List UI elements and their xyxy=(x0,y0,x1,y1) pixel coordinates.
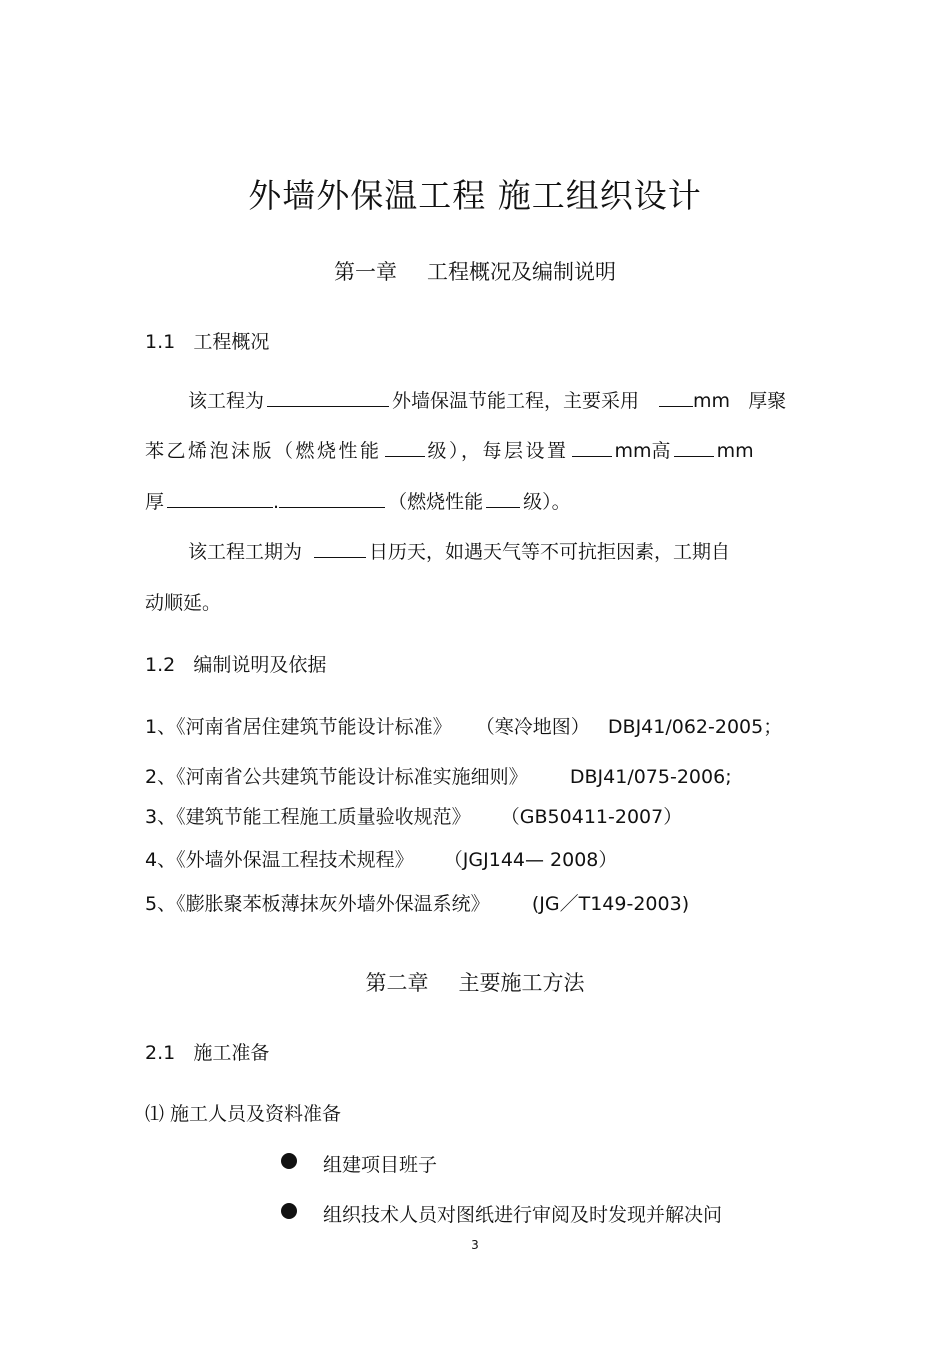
blank-thickness xyxy=(659,388,693,407)
bullet-dot-icon xyxy=(281,1153,297,1169)
para2-line1 xyxy=(188,537,730,564)
reference-item xyxy=(145,889,689,916)
chapter-2-number: 第二章 xyxy=(365,971,429,995)
para1-line3 xyxy=(145,487,571,514)
chapter-1-name: 工程概况及编制说明 xyxy=(427,260,616,284)
bullet-dot-icon xyxy=(281,1203,297,1219)
chapter-2-name: 主要施工方法 xyxy=(458,971,585,995)
para2-text-b: 日历天，如遇天气等不可抗拒因素，工期自 xyxy=(369,541,731,563)
reference-code: （GB50411-2007） xyxy=(500,806,683,828)
blank-thickness-2a xyxy=(167,489,273,508)
chapter-1-number: 第一章 xyxy=(334,260,397,284)
section-2-1-name: 施工准备 xyxy=(193,1042,270,1064)
reference-title: 1、《河南省居住建筑节能设计标准》 xyxy=(145,716,452,738)
reference-code: (JG／T149-2003) xyxy=(531,893,690,915)
chapter-1-heading xyxy=(0,256,950,286)
section-1-2-name: 编制说明及依据 xyxy=(193,654,327,676)
section-1-1-name: 工程概况 xyxy=(193,331,270,353)
blank-fire-grade-1 xyxy=(385,438,425,457)
para2-line2: 动顺延。 xyxy=(145,592,222,614)
para1-line2-text-d: mm xyxy=(716,440,754,462)
reference-title: 4、《外墙外保温工程技术规程》 xyxy=(145,849,414,871)
reference-code: DBJ41/062-2005； xyxy=(607,716,783,738)
para1-text-d: 厚聚 xyxy=(748,390,787,412)
para1-text-a: 该工程为 xyxy=(188,390,265,412)
subsection-heading: ⑴ 施工人员及资料准备 xyxy=(145,1103,342,1125)
para1-line3-text-c: 级）。 xyxy=(523,491,571,513)
bullet-item: 组建项目班子 xyxy=(323,1154,438,1176)
blank-height-2 xyxy=(674,438,714,457)
section-1-1-heading xyxy=(145,327,269,354)
reference-code: DBJ41/075-2006; xyxy=(569,766,732,788)
reference-item xyxy=(145,712,782,739)
reference-item xyxy=(145,762,732,789)
para1-text-b: 外墙保温节能工程，主要采用 xyxy=(392,390,640,412)
section-2-1-number: 2.1 xyxy=(145,1042,176,1064)
reference-title: 2、《河南省公共建筑节能设计标准实施细则》 xyxy=(145,766,528,788)
chapter-2-heading xyxy=(0,967,950,997)
reference-title: 3、《建筑节能工程施工质量验收规范》 xyxy=(145,806,471,828)
document-title: 外墙外保温工程 施工组织设计 xyxy=(248,176,702,215)
blank-project-name xyxy=(267,388,389,407)
para1-line3-text-b: （燃烧性能 xyxy=(388,491,484,513)
blank-height-1 xyxy=(572,438,612,457)
para1-unit-mm: mm xyxy=(693,390,731,412)
para1-line3-dot: . xyxy=(273,491,280,513)
blank-fire-grade-2 xyxy=(486,489,520,508)
reference-item xyxy=(145,802,682,829)
bullet-item: 组织技术人员对图纸进行审阅及时发现并解决问 xyxy=(323,1204,723,1226)
reference-item xyxy=(145,845,617,872)
para2-text-a: 该工程工期为 xyxy=(188,541,303,563)
para1-line2-text-b: 级），每层设置 xyxy=(427,440,569,462)
reference-code: （JGJ144— 2008） xyxy=(443,849,618,871)
para1-line2 xyxy=(145,436,754,463)
section-2-1-heading xyxy=(145,1038,269,1065)
blank-thickness-2b xyxy=(279,489,385,508)
reference-title: 5、《膨胀聚苯板薄抹灰外墙外保温系统》 xyxy=(145,893,490,915)
para1-line2-text-c: mm高 xyxy=(614,440,671,462)
page-number: 3 xyxy=(471,1238,479,1252)
section-1-2-heading xyxy=(145,650,326,677)
section-1-2-number: 1.2 xyxy=(145,654,176,676)
para1-line3-text-a: 厚 xyxy=(145,491,165,513)
blank-duration xyxy=(314,539,366,558)
para1-line2-text-a: 苯乙烯泡沫版（燃烧性能 xyxy=(145,440,382,462)
para1-line1 xyxy=(188,386,786,413)
section-1-1-number: 1.1 xyxy=(145,331,176,353)
reference-note: （寒冷地图） xyxy=(475,716,590,738)
